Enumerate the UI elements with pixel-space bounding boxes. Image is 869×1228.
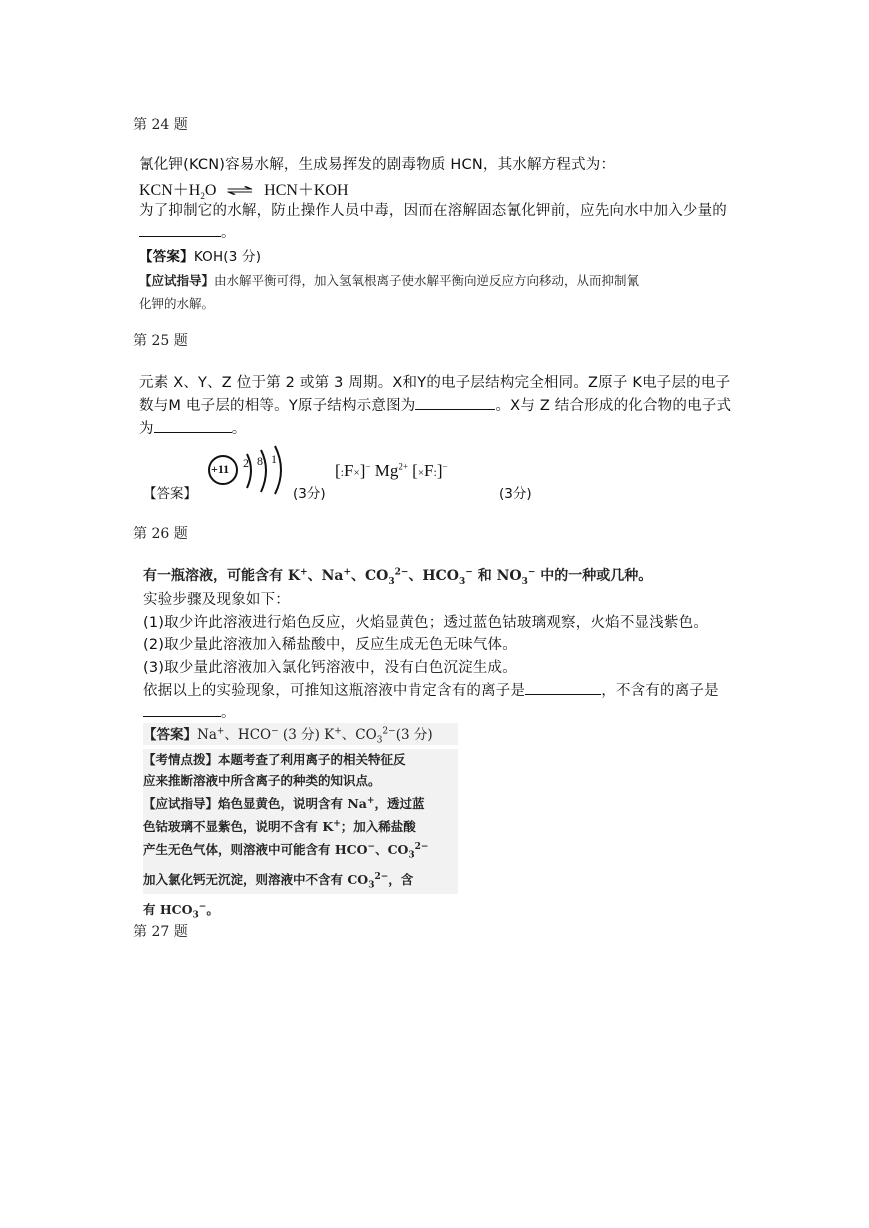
q25-blank-structure[interactable] (415, 395, 495, 410)
q26-point-text-2: 应来推断溶液中所含离子的种类的知识点。 (143, 773, 381, 788)
q24-period: 。 (221, 225, 236, 241)
q24-guide-label: 【应试指导】 (139, 273, 215, 288)
q26-blank-present-ions[interactable] (525, 680, 601, 695)
q25-stem-line-1: 元素 X、Y、Z 位于第 2 或第 3 周期。X和Y的电子层结构完全相同。Z原子 K电子层的电子 (139, 375, 731, 391)
q25-stem-line-2 (139, 394, 731, 415)
q26-step-2: (2)取少量此溶液加入稀盐酸中，反应生成无色无味气体。 (143, 637, 517, 653)
q26-intro-d: 、HCO (408, 568, 460, 584)
equation-left: KCN＋H (139, 182, 201, 199)
co3-sub: 3 (388, 576, 395, 587)
q24-guide-text-2: 化钾的水解。 (139, 296, 215, 311)
answer-k-charge: + (334, 726, 342, 737)
q26-intro-b: 、Na (307, 568, 344, 584)
q24-answer-blank-line (139, 221, 236, 242)
equation-mid: O (204, 182, 217, 199)
charge-1: − (365, 461, 371, 472)
q25-line2-part-a: 数与M 电子层的相等。Y原子结构示意图为 (139, 398, 416, 414)
q26-step-title: 实验步骤及现象如下： (143, 592, 290, 608)
question-25-header: 第 25 题 (133, 333, 188, 349)
q26-point-label: 【考情点拨】 (143, 752, 219, 767)
bracket-right-2: ] (436, 461, 443, 480)
q26-step-1: (1)取少许此溶液进行焰色反应，火焰显黄色；透过蓝色钴玻璃观察，火焰不显浅紫色。 (143, 615, 709, 631)
q26-answer-d: 、CO (341, 727, 377, 743)
q26-ask-end: 。 (221, 705, 236, 721)
guide-hco3-sub-2: 3 (192, 910, 199, 921)
guide-co3-sub: 3 (408, 850, 415, 861)
answer-na-charge: + (216, 726, 225, 737)
shell-2-electrons: 8 (257, 454, 263, 468)
equation-subscript: 2 (200, 191, 205, 202)
q26-guide-2: 色钴玻璃不显紫色，说明不含有 K (143, 819, 334, 835)
q26-answer-c: (3 分) K (278, 727, 335, 743)
k-charge: + (300, 567, 308, 578)
hco3-sub: 3 (459, 576, 466, 587)
q24-answer (139, 245, 261, 265)
q26-answer-e: (3 分) (395, 727, 433, 743)
q26-point-text-1: 本题考查了利用离子的相关特征反 (218, 752, 406, 767)
q26-intro (143, 565, 652, 587)
no3-sub: 3 (521, 576, 528, 587)
q26-ask-a: 依据以上的实验现象，可推知这瓶溶液中肯定含有的离子是 (143, 683, 526, 699)
nucleus-charge: +11 (211, 462, 230, 476)
q26-guide-3: 产生无色气体，则溶液中可能含有 HCO (143, 842, 368, 858)
no3-charge: − (527, 567, 536, 578)
q25-line2-part-b: 。X与 Z 结合形成的化合物的电子式 (495, 398, 732, 414)
q24-answer-blank[interactable] (139, 222, 221, 237)
q25-blank-electron-formula[interactable] (154, 418, 232, 433)
question-27-header: 第 27 题 (133, 924, 188, 940)
q25-score-1: (3分) (293, 486, 326, 502)
answer-hco3-charge: − (271, 726, 279, 737)
fluorine-2: F (424, 461, 434, 480)
co3-charge: 2− (394, 567, 409, 578)
q24-hydrolysis-equation (139, 177, 349, 201)
q25-answer-label: 【答案】 (143, 486, 197, 502)
na-charge: + (343, 567, 352, 578)
q26-ask-b: ，不含有的离子是 (601, 683, 719, 699)
q24-answer-text: KOH(3 分) (193, 249, 262, 265)
q26-intro-a: 有一瓶溶液，可能含有 K (143, 568, 301, 584)
guide-hco3-charge: − (367, 842, 376, 853)
q24-guide (139, 269, 759, 315)
q26-answer-label: 【答案】 (143, 727, 197, 743)
guide-co3-charge: 2− (414, 842, 429, 853)
q26-guide-4b: ，含 (388, 872, 414, 888)
question-26-header: 第 26 题 (133, 526, 188, 542)
q26-intro-f: 中的一种或几种。 (535, 568, 653, 584)
q26-intro-c: 、CO (351, 568, 389, 584)
hco3-charge: − (465, 567, 473, 578)
q25-stem-line-3 (139, 417, 246, 438)
q26-guide-4: 加入氯化钙无沉淀，则溶液中不含有 CO (143, 872, 369, 888)
equation-right: HCN＋KOH (264, 182, 349, 199)
q24-guide-text-1: 由水解平衡可得，加入氢氧根离子使水解平衡向逆反应方向移动，从而抑制氰 (214, 273, 640, 288)
q24-stem-line-1: 氰化钾(KCN)容易水解，生成易挥发的剧毒物质 HCN，其水解方程式为： (139, 157, 616, 173)
guide-na-charge: + (366, 796, 375, 806)
q26-guide-3b: 、CO (375, 842, 409, 858)
guide-hco3-charge-2: − (198, 901, 207, 912)
mgf2-electron-formula: [:F×]− $Mg^{2+}$ [×F:]− (335, 461, 448, 480)
q25-score-2: (3分) (499, 486, 532, 502)
q26-guide-5: 有 HCO (143, 901, 193, 917)
q26-guide-label: 【应试指导】 (143, 796, 219, 812)
q26-blank-absent-ions[interactable] (143, 702, 221, 717)
shell-3-electrons: 1 (271, 452, 277, 466)
q25-line3-part-a: 为 (139, 421, 154, 437)
q26-guide-5b: 。 (206, 901, 219, 917)
guide-co3-sub-2: 3 (368, 880, 375, 891)
guide-co3-charge-2: 2− (374, 871, 389, 882)
q26-question-line-2 (143, 701, 236, 722)
q26-guide-2b: ；加入稀盐酸 (340, 819, 416, 835)
q26-answer-b: 、HCO (224, 727, 272, 743)
equilibrium-arrow-icon: ⇌ (226, 184, 255, 199)
q26-answer (143, 723, 458, 745)
sodium-atom-structure-diagram (203, 444, 291, 496)
q24-answer-label: 【答案】 (139, 249, 194, 265)
answer-co3-sub: 3 (376, 735, 383, 746)
bracket-right-1: ] (359, 461, 366, 480)
shell-1-electrons: 2 (243, 456, 249, 470)
q26-guide-1b: ，透过蓝 (374, 796, 425, 812)
magnesium: Mg (374, 461, 399, 480)
q26-guide-1: 焰色显黄色，说明含有 Na (218, 796, 367, 812)
q26-intro-e: 和 NO (472, 568, 522, 584)
q26-answer-a: Na (197, 727, 217, 743)
q25-line3-part-b: 。 (231, 421, 247, 437)
bracket-left-1: [ (335, 461, 341, 480)
q26-question-line (143, 679, 719, 700)
charge-2: − (442, 461, 448, 472)
q26-explanation (143, 749, 458, 921)
q24-stem-line-2: 为了抑制它的水解，防止操作人员中毒，因而在溶解固态氰化钾前，应先向水中加入少量的 (139, 203, 727, 219)
bracket-left-2: [ (412, 461, 418, 480)
q26-step-3: (3)取少量此溶液加入氯化钙溶液中，没有白色沉淀生成。 (143, 660, 517, 676)
guide-k-charge: + (333, 819, 341, 830)
magnesium-charge: 2+ (398, 461, 408, 472)
answer-co3-charge: 2− (382, 726, 396, 737)
question-24-header: 第 24 题 (133, 117, 188, 133)
fluorine-1: F (344, 461, 354, 480)
